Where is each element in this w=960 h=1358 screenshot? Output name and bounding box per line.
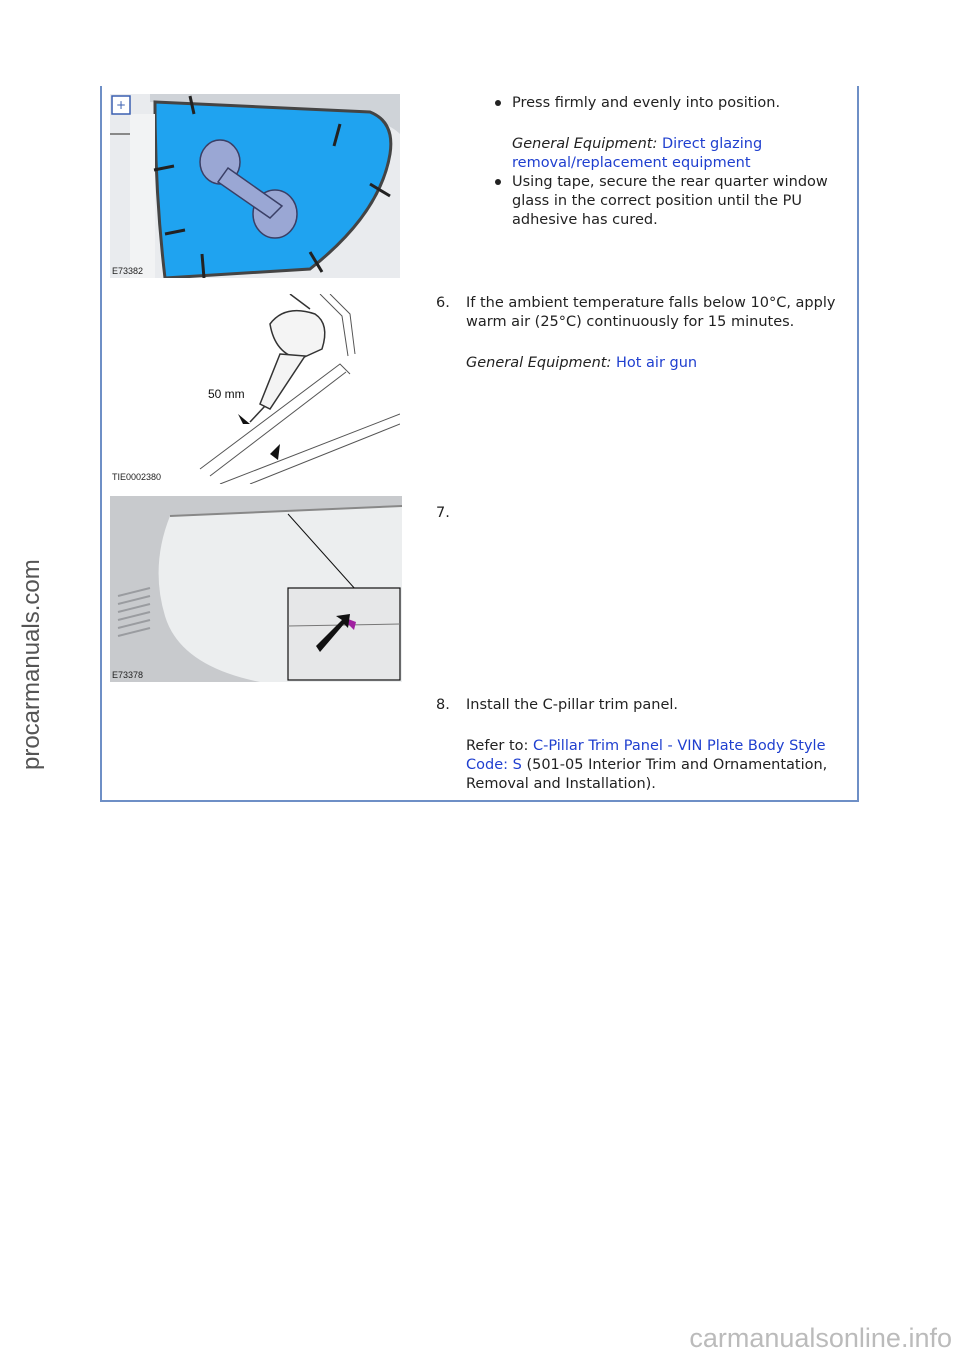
refer-label: Refer to: bbox=[466, 738, 529, 754]
refer-line bbox=[436, 737, 846, 794]
equipment-link[interactable]: Direct glazing removal/replacement equipment bbox=[512, 136, 763, 171]
callout-50mm: 50 mm bbox=[208, 387, 245, 401]
figure-id: E73382 bbox=[112, 266, 144, 276]
equipment-link[interactable]: Hot air gun bbox=[615, 355, 698, 371]
step-8 bbox=[436, 696, 846, 715]
figure-hot-air-gun bbox=[110, 294, 400, 484]
refer-rest: (501-05 Interior Trim and Ornamentation, Removal and Installation). bbox=[466, 757, 828, 792]
equipment-line bbox=[436, 354, 846, 373]
svg-text:+: + bbox=[116, 98, 127, 112]
bottom-watermark: carmanualsonline.info bbox=[689, 1323, 952, 1353]
figure-glass-suction-cup bbox=[110, 94, 400, 278]
step-6 bbox=[436, 294, 846, 332]
row1-text bbox=[492, 94, 852, 230]
procedure-table bbox=[100, 86, 859, 802]
row2-text bbox=[436, 294, 846, 373]
procedure-row-step-6 bbox=[102, 286, 857, 490]
procedure-row-step-7 bbox=[102, 490, 857, 688]
procedure-row-step-8 bbox=[102, 688, 857, 800]
figure-id: E73378 bbox=[112, 670, 144, 680]
side-watermark: procarmanuals.com bbox=[18, 559, 45, 770]
equipment-label: General Equipment: bbox=[466, 355, 612, 371]
step-number: 7. bbox=[436, 505, 450, 521]
step-text: Install the C-pillar trim panel. bbox=[466, 697, 679, 713]
figure-trim-clip bbox=[110, 496, 402, 682]
step-text: If the ambient temperature falls below 10°C, apply warm air (25°C) continuously for 15 minutes. bbox=[466, 295, 836, 330]
bullet-item: Using tape, secure the rear quarter window glass in the correct position until the PU adhesive has cured. bbox=[492, 173, 852, 230]
step-number: 6. bbox=[436, 295, 450, 311]
step-number: 8. bbox=[436, 697, 450, 713]
equipment-label: General Equipment: bbox=[512, 136, 658, 152]
procedure-row-glass-position bbox=[102, 86, 857, 286]
refer-link[interactable]: C-Pillar Trim Panel - VIN Plate Body Style Code: S bbox=[466, 738, 826, 773]
equipment-line bbox=[492, 135, 852, 173]
bullet-item: Press firmly and evenly into position. bbox=[492, 94, 852, 113]
figure-id: TIE0002380 bbox=[112, 472, 162, 482]
row4-text bbox=[436, 696, 846, 794]
